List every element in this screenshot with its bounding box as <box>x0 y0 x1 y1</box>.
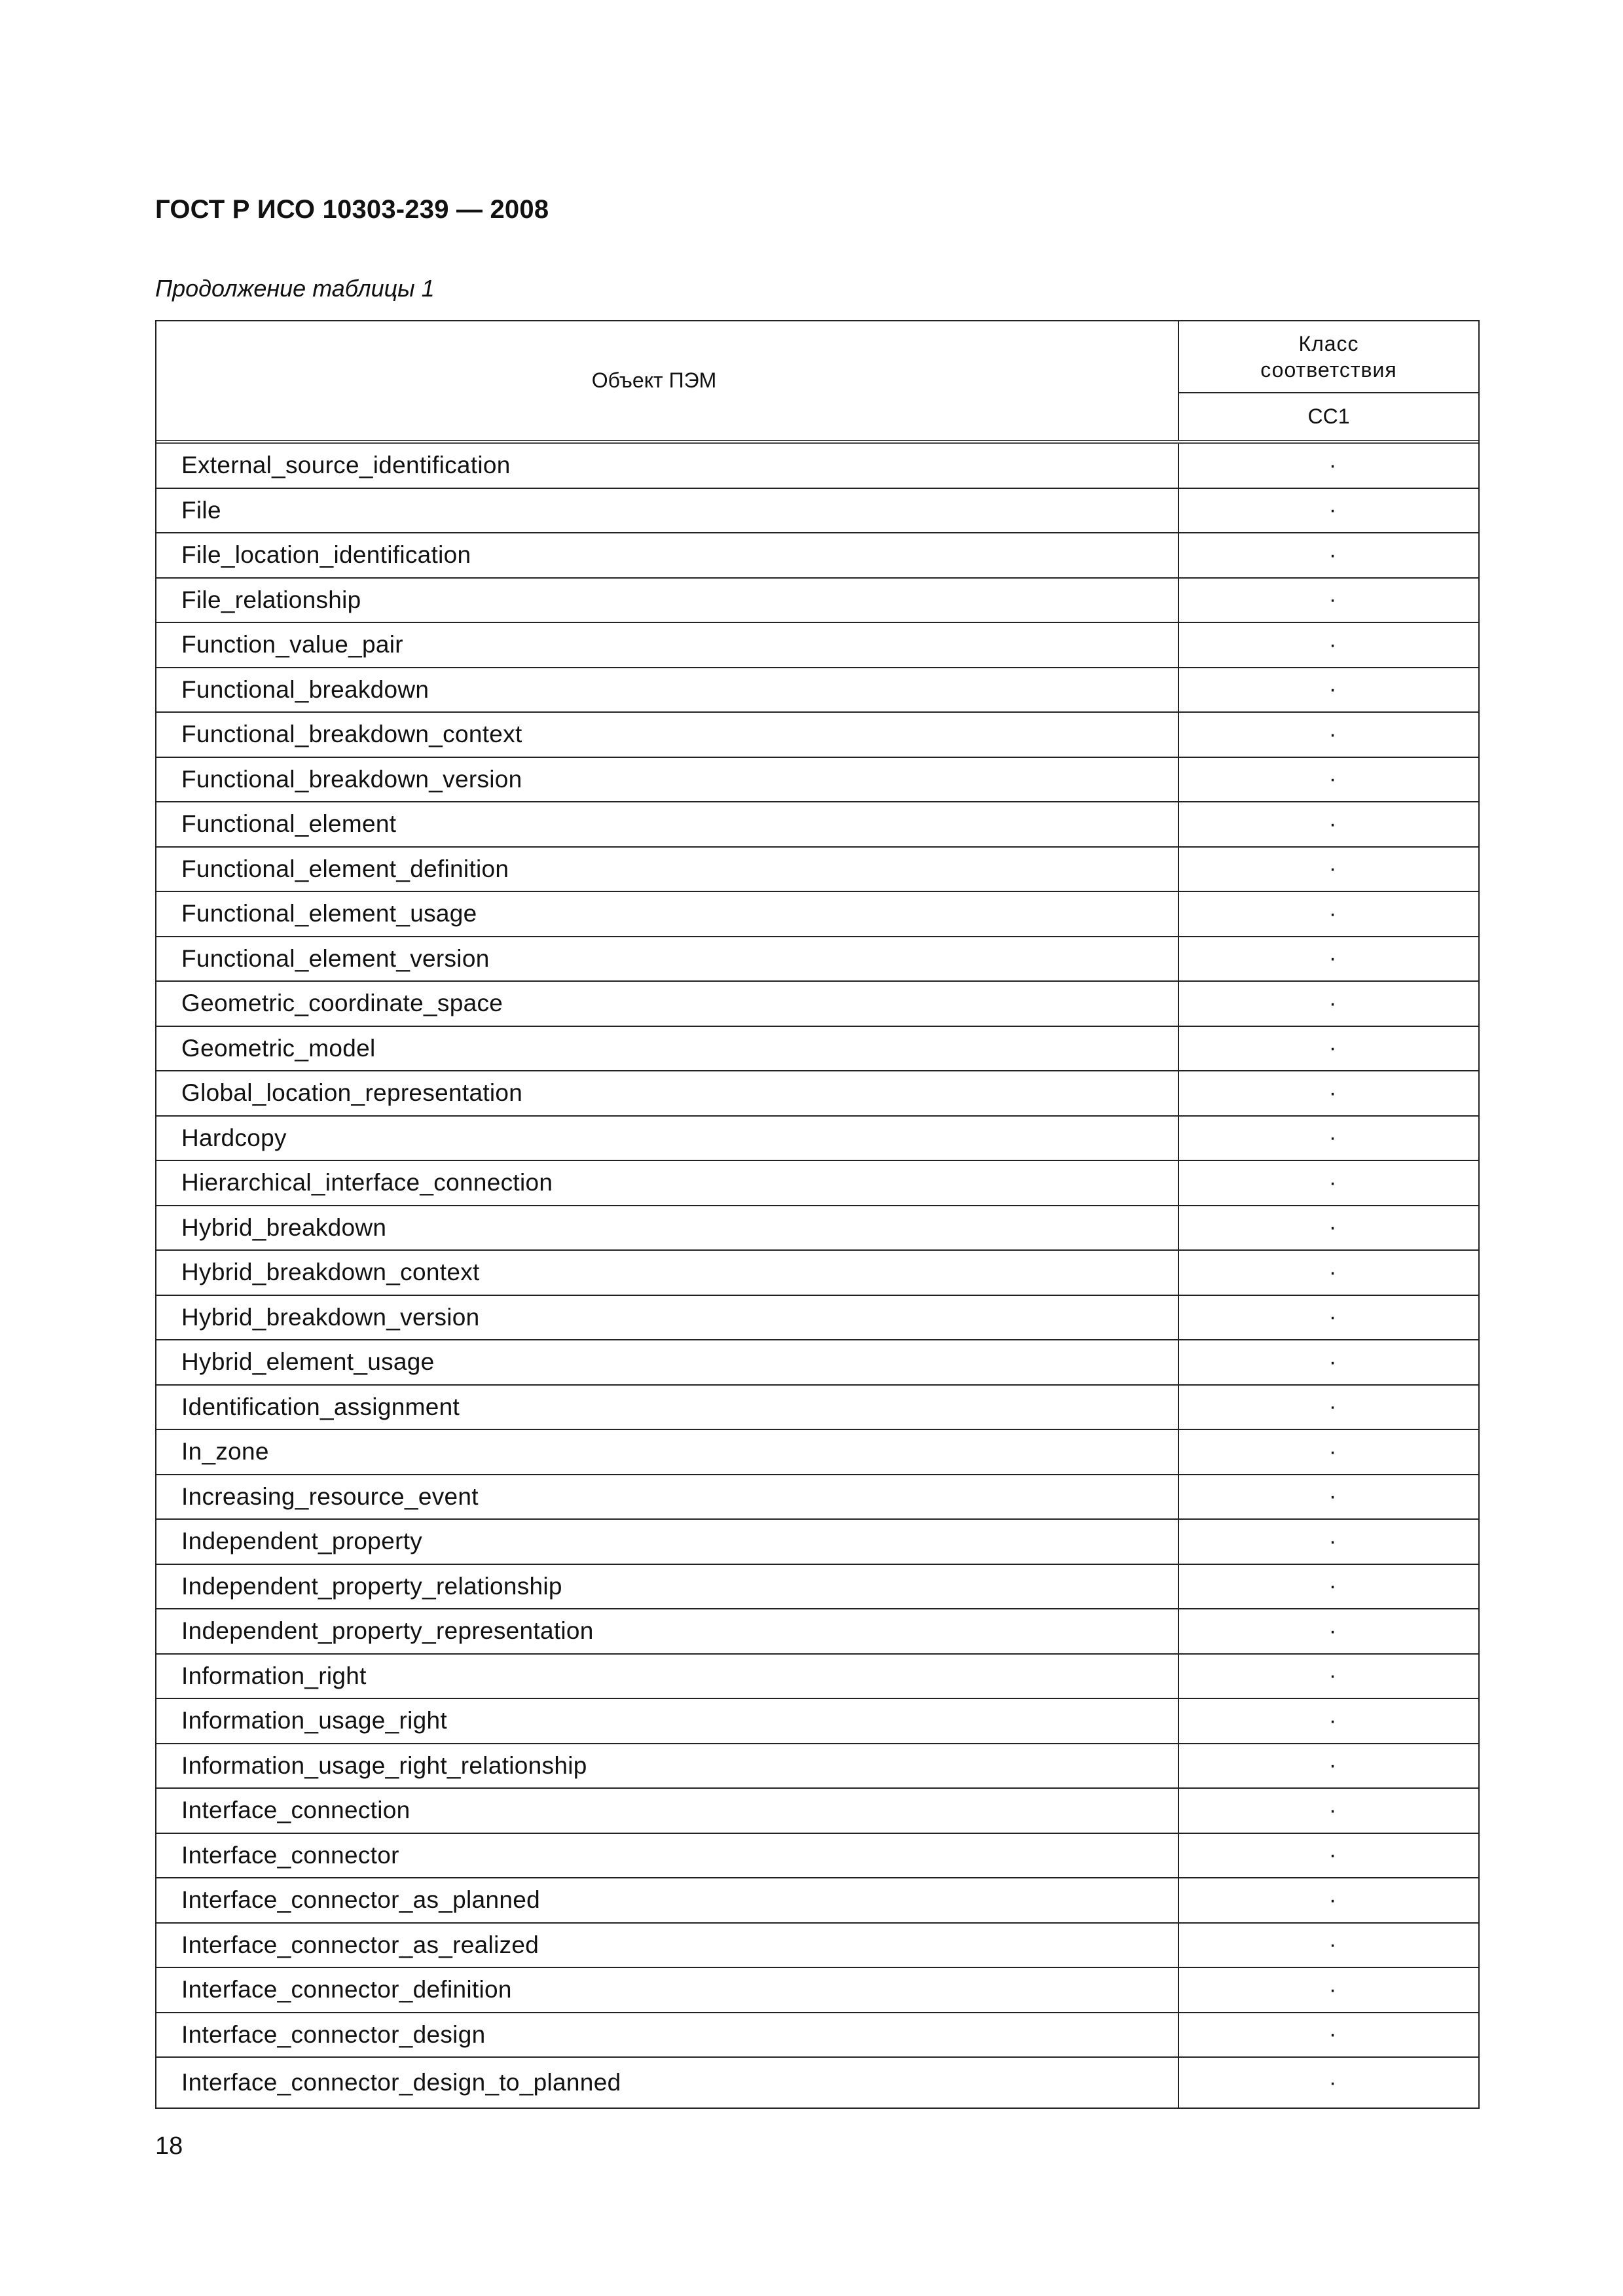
object-name-cell: External_source_identification <box>156 444 1179 488</box>
cc1-mark-cell: · <box>1328 721 1337 747</box>
cc1-mark-cell: · <box>1328 1439 1337 1464</box>
table-row <box>156 1386 1478 1431</box>
object-name-cell: Interface_connection <box>156 1789 1179 1833</box>
table-row <box>156 533 1478 579</box>
table-row <box>156 1609 1478 1655</box>
table-row <box>156 668 1478 713</box>
object-name-cell: Information_right <box>156 1655 1179 1698</box>
object-name-cell: Hybrid_breakdown_version <box>156 1296 1179 1340</box>
cc1-mark-cell: · <box>1328 1484 1337 1509</box>
cc1-mark-cell: · <box>1328 542 1337 567</box>
table-row <box>156 1296 1478 1341</box>
object-name-cell: Interface_connector_as_realized <box>156 1924 1179 1967</box>
object-name-cell: File_relationship <box>156 579 1179 622</box>
object-name-cell: Interface_connector_as_planned <box>156 1878 1179 1922</box>
cc1-mark-cell: · <box>1328 1528 1337 1554</box>
object-name-cell: Functional_breakdown_version <box>156 758 1179 802</box>
page-number: 18 <box>155 2132 183 2160</box>
cc1-mark-cell: · <box>1328 946 1337 971</box>
table-row <box>156 1206 1478 1251</box>
cc1-mark-cell: · <box>1328 901 1337 926</box>
table-row <box>156 1655 1478 1700</box>
object-name-cell: Geometric_coordinate_space <box>156 982 1179 1026</box>
cc1-mark-cell: · <box>1328 2022 1337 2047</box>
cc1-mark-cell: · <box>1328 766 1337 792</box>
object-name-cell: Independent_property_relationship <box>156 1565 1179 1609</box>
table-row <box>156 1430 1478 1475</box>
cc1-mark-cell: · <box>1328 1573 1337 1599</box>
cc1-mark-cell: · <box>1328 1125 1337 1151</box>
table-row <box>156 1251 1478 1296</box>
column-header-class <box>1179 321 1478 393</box>
object-name-cell: Interface_connector_definition <box>156 1968 1179 2012</box>
object-name-cell: Hybrid_element_usage <box>156 1340 1179 1384</box>
table-body <box>156 444 1478 2108</box>
cc1-mark-cell: · <box>1328 452 1337 478</box>
cc1-mark-cell: · <box>1328 587 1337 613</box>
table-row <box>156 1834 1478 1879</box>
cc1-mark-cell: · <box>1328 1708 1337 1733</box>
cc1-mark-cell: · <box>1328 1259 1337 1285</box>
table-row <box>156 1071 1478 1117</box>
cc1-mark-cell: · <box>1328 1618 1337 1643</box>
table-row <box>156 489 1478 534</box>
cc1-mark-cell: · <box>1328 811 1337 836</box>
cc1-mark-cell: · <box>1328 497 1337 523</box>
object-name-cell: Increasing_resource_event <box>156 1475 1179 1519</box>
table-row <box>156 848 1478 893</box>
object-name-cell: Interface_connector <box>156 1834 1179 1878</box>
cc1-mark-cell: · <box>1328 1887 1337 1912</box>
cc1-mark-cell: · <box>1328 1753 1337 1778</box>
table-row <box>156 2058 1478 2108</box>
object-name-cell: Functional_element_definition <box>156 848 1179 891</box>
cc1-mark-cell: · <box>1328 1215 1337 1240</box>
object-name-cell: Global_location_representation <box>156 1071 1179 1115</box>
cc1-mark-cell: · <box>1328 1304 1337 1330</box>
table-row <box>156 1744 1478 1789</box>
object-name-cell: In_zone <box>156 1430 1179 1474</box>
cc1-mark-cell: · <box>1328 1080 1337 1105</box>
object-name-cell: Information_usage_right <box>156 1699 1179 1743</box>
object-name-cell: Hardcopy <box>156 1117 1179 1160</box>
cc1-mark-cell: · <box>1328 990 1337 1016</box>
object-name-cell: Independent_property <box>156 1520 1179 1564</box>
object-name-cell: Interface_connector_design <box>156 2013 1179 2057</box>
table-row <box>156 579 1478 624</box>
object-name-cell: Hierarchical_interface_connection <box>156 1161 1179 1205</box>
object-name-cell: Function_value_pair <box>156 623 1179 667</box>
cc1-mark-cell: · <box>1328 1349 1337 1374</box>
table-header <box>156 321 1478 444</box>
object-name-cell: File_location_identification <box>156 533 1179 577</box>
table-row <box>156 892 1478 937</box>
column-header-object: Объект ПЭМ <box>156 321 1179 440</box>
cc1-mark-cell: · <box>1328 2070 1337 2095</box>
table-row <box>156 713 1478 758</box>
table-row <box>156 937 1478 982</box>
object-name-cell: Functional_element_version <box>156 937 1179 981</box>
cc1-mark-cell: · <box>1328 1663 1337 1689</box>
object-name-cell: Geometric_model <box>156 1027 1179 1071</box>
table-row <box>156 1699 1478 1744</box>
column-header-class-line2: соответствия <box>1260 358 1397 382</box>
table-row <box>156 1117 1478 1162</box>
table-row <box>156 1924 1478 1969</box>
cc1-mark-cell: · <box>1328 1977 1337 2002</box>
cc1-mark-cell: · <box>1328 1394 1337 1420</box>
object-name-cell: Information_usage_right_relationship <box>156 1744 1179 1788</box>
table-row <box>156 1161 1478 1206</box>
column-header-cc1: CC1 <box>1307 404 1350 428</box>
column-header-class-line1: Класс <box>1298 332 1359 355</box>
table-row <box>156 802 1478 848</box>
table-row <box>156 1565 1478 1610</box>
object-name-cell: Hybrid_breakdown_context <box>156 1251 1179 1295</box>
table-row <box>156 982 1478 1027</box>
cc1-mark-cell: · <box>1328 1842 1337 1868</box>
object-name-cell: Hybrid_breakdown <box>156 1206 1179 1250</box>
document-header: ГОСТ Р ИСО 10303-239 — 2008 <box>155 195 549 224</box>
table-row <box>156 1027 1478 1072</box>
table-row <box>156 623 1478 668</box>
cc1-mark-cell: · <box>1328 1035 1337 1061</box>
object-name-cell: Functional_element_usage <box>156 892 1179 936</box>
cc1-mark-cell: · <box>1328 632 1337 657</box>
table-row <box>156 1878 1478 1924</box>
object-name-cell: Functional_breakdown_context <box>156 713 1179 757</box>
object-name-cell: Functional_breakdown <box>156 668 1179 712</box>
object-name-cell: Identification_assignment <box>156 1386 1179 1429</box>
table-caption: Продолжение таблицы 1 <box>155 275 435 302</box>
table-row <box>156 1789 1478 1834</box>
table-row <box>156 758 1478 803</box>
cc1-mark-cell: · <box>1328 856 1337 882</box>
object-name-cell: Functional_element <box>156 802 1179 846</box>
table-row <box>156 444 1478 489</box>
table-row <box>156 1340 1478 1386</box>
object-name-cell: Independent_property_representation <box>156 1609 1179 1653</box>
table-row <box>156 1968 1478 2013</box>
table-row <box>156 2013 1478 2058</box>
cc1-mark-cell: · <box>1328 1170 1337 1195</box>
object-name-cell: Interface_connector_design_to_planned <box>156 2058 1179 2108</box>
cc1-mark-cell: · <box>1328 1932 1337 1958</box>
conformance-table <box>155 320 1480 2109</box>
cc1-mark-cell: · <box>1328 1797 1337 1823</box>
column-header-class-group <box>1179 321 1478 440</box>
object-name-cell: File <box>156 489 1179 533</box>
table-row <box>156 1520 1478 1565</box>
cc1-mark-cell: · <box>1328 677 1337 702</box>
table-row <box>156 1475 1478 1520</box>
